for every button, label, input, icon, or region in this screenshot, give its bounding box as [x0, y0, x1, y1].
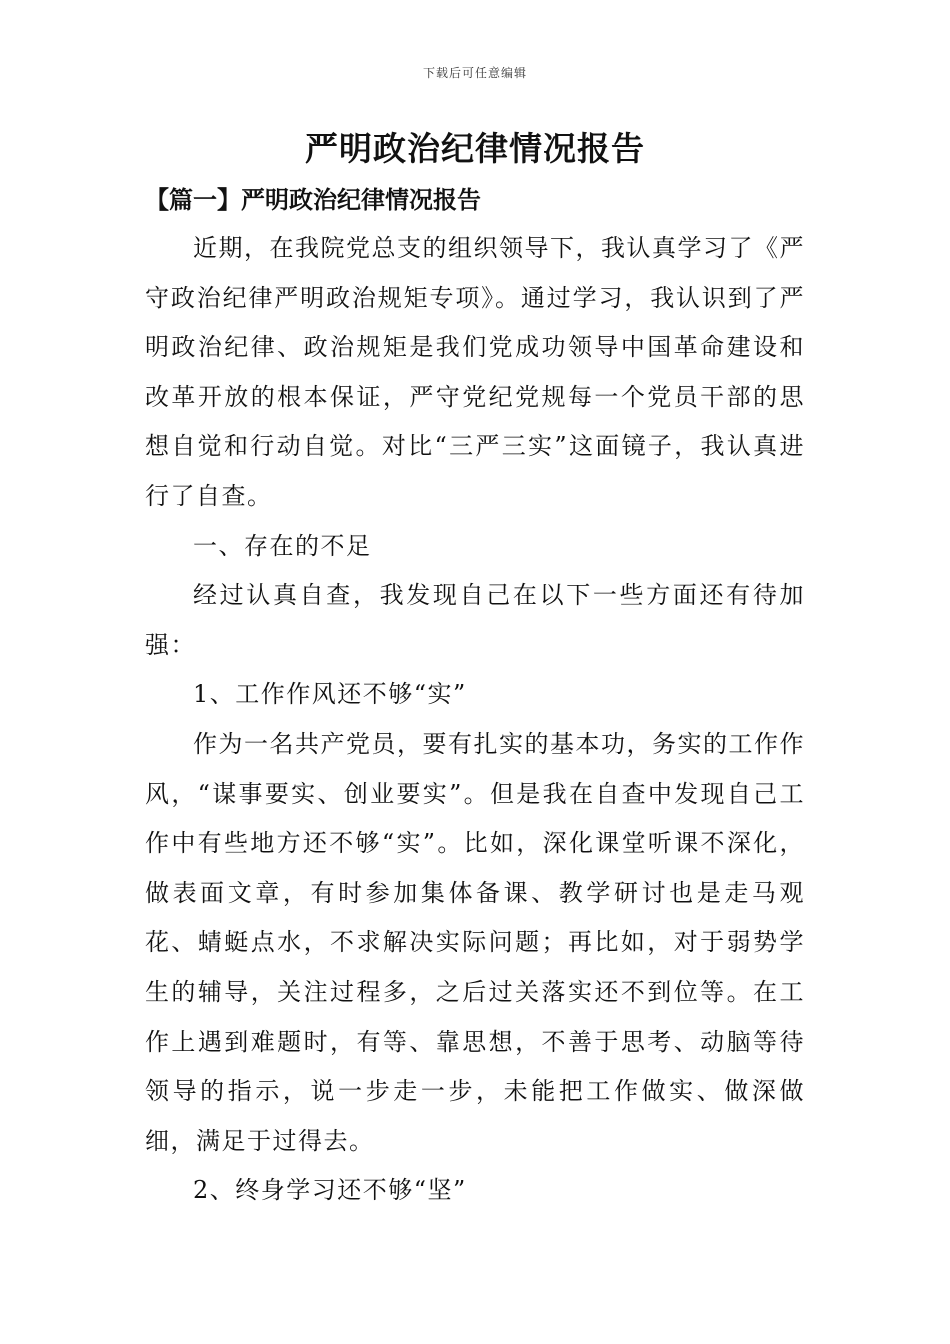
subheading-work-style: 1、工作作风还不够“实”	[193, 680, 467, 709]
document-body	[145, 224, 805, 1216]
document-title: 严明政治纪律情况报告	[305, 129, 645, 168]
paragraph-work-style: 作为一名共产党员，要有扎实的基本功，务实的工作作风，“谋事要实、创业要实”。但是我在自查中发现自己工作中有些地方还不够“实”。比如，深化课堂听课不深化，做表面文章，有时参加集体备课、教学研讨也是走马观花、蜻蜓点水，不求解决实际问题；再比如，对于弱势学生的辅导，关注过程多，之后过关落实还不到位等。在工作上遇到难题时，有等、靠思想，不善于思考、动脑等待领导的指示，说一步走一步，未能把工作做实、做深做细，满足于过得去。	[145, 729, 805, 1155]
paragraph-intro: 近期，在我院党总支的组织领导下，我认真学习了《严守政治纪律严明政治规矩专项》。通过学习，我认识到了严明政治纪律、政治规矩是我们党成功领导中国革命建设和改革开放的根本保证，严守党纪党规每一个党员干部的思想自觉和行动自觉。对比“三严三实”这面镜子，我认真进行了自查。	[145, 234, 805, 510]
subheading-lifelong-learning: 2、终身学习还不够“坚”	[193, 1176, 467, 1205]
heading-shortcomings: 一、存在的不足	[193, 531, 372, 560]
paragraph-self-check: 经过认真自查，我发现自己在以下一些方面还有待加强：	[145, 581, 805, 659]
page-header-note: 下载后可任意编辑	[422, 66, 527, 80]
section-heading: 【篇一】严明政治纪律情况报告	[145, 185, 481, 214]
